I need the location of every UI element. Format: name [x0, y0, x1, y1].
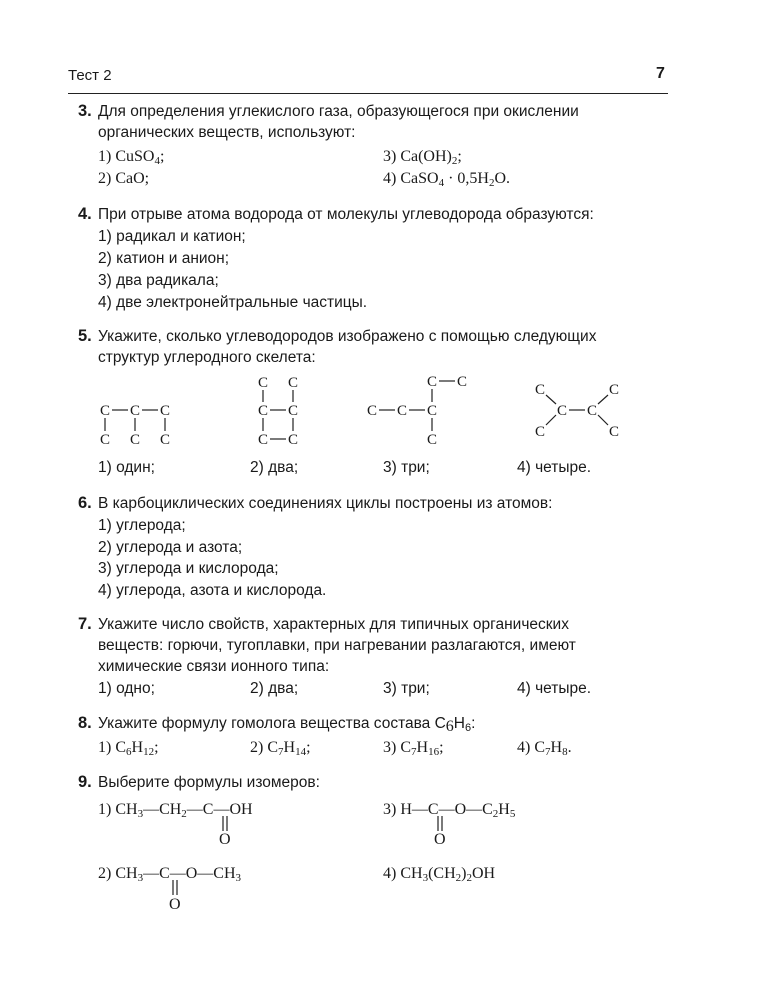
- question-text-line: органических веществ, используют:: [98, 124, 356, 141]
- option-1: 1) $CH_3—CH_2—C—OH$: [98, 801, 253, 820]
- skeleton-structure-4: [535, 382, 619, 440]
- question-number: 7.: [78, 615, 92, 633]
- carbon-atom: C: [257, 432, 269, 448]
- option-4: 4) CaSO$_4$ · $0,5H_2O$.: [383, 170, 511, 189]
- page-number: 7: [656, 65, 665, 82]
- option-2: 2) два;: [250, 459, 299, 476]
- carbon-atom: C: [608, 424, 620, 440]
- option-4: 4) четыре.: [517, 680, 592, 697]
- option-4: 4) четыре.: [517, 459, 592, 476]
- option-3: 3) два радикала;: [98, 272, 219, 289]
- carbon-atom: C: [159, 432, 171, 448]
- carbon-atom: C: [426, 432, 438, 448]
- carbon-atom: C: [396, 403, 408, 419]
- question-text-line: Укажите формулу гомолога вещества состава $C_6H_6$:: [98, 715, 476, 735]
- question-text-line: Выберите формулы изомеров:: [98, 774, 320, 791]
- option-3: 3) $C_7H_{16}$;: [383, 739, 444, 758]
- option-4: 4) $C_7H_8$.: [517, 739, 572, 758]
- option-4: 4) $CH_3(CH_2)_2OH$: [383, 865, 496, 884]
- option-1: 1) радикал и катион;: [98, 228, 246, 245]
- carbon-atom: C: [257, 375, 269, 391]
- carbon-atom: C: [456, 374, 468, 390]
- option-3: 3) $Ca(OH)_2$;: [383, 148, 462, 167]
- option-4: 4) углерода, азота и кислорода.: [98, 582, 327, 599]
- option-2: 2) $C_7H_{14}$;: [250, 739, 311, 758]
- question-number: 6.: [78, 494, 92, 512]
- isomer-bonds: [173, 816, 442, 895]
- question-number: 3.: [78, 102, 92, 120]
- question-text-line: химические связи ионного типа:: [98, 658, 330, 675]
- option-3: 3) три;: [383, 459, 430, 476]
- test-title: Тест 2: [68, 67, 112, 84]
- carbon-atom: C: [586, 403, 598, 419]
- carbon-atom: C: [556, 403, 568, 419]
- bond-line: [598, 395, 608, 404]
- carbonyl-oxygen: O: [434, 831, 446, 848]
- option-1: 1) CuSO$_4$;: [98, 148, 165, 167]
- question-text-line: Укажите, сколько углеводородов изображено с помощью следующих: [98, 328, 597, 345]
- carbon-atom: C: [287, 403, 299, 419]
- option-1: 1) углерода;: [98, 517, 186, 534]
- carbon-atom: C: [426, 403, 438, 419]
- carbon-atom: C: [366, 403, 378, 419]
- bond-line: [546, 415, 556, 425]
- carbon-atom: C: [99, 432, 111, 448]
- carbon-atom: C: [129, 403, 141, 419]
- option-2: 2) два;: [250, 680, 299, 697]
- bond-line: [598, 415, 608, 425]
- option-2: 2) катион и анион;: [98, 250, 230, 267]
- option-4: 4) две электронейтральные частицы.: [98, 294, 368, 311]
- carbon-atom: C: [426, 374, 438, 390]
- carbon-atom: C: [287, 375, 299, 391]
- question-text-line: структур углеродного скелета:: [98, 349, 316, 366]
- carbon-atom: C: [287, 432, 299, 448]
- option-1: 1) один;: [98, 459, 155, 476]
- option-3: 3) три;: [383, 680, 430, 697]
- carbon-atom: C: [129, 432, 141, 448]
- carbon-atom: C: [99, 403, 111, 419]
- carbon-atom: C: [257, 403, 269, 419]
- question-number: 9.: [78, 773, 92, 791]
- option-3: 3) $H—C—O—C_2H_5$: [383, 801, 516, 820]
- skeleton-structure-2: [258, 375, 298, 448]
- option-1: 1) $C_6H_{12}$;: [98, 739, 159, 758]
- carbon-atom: C: [608, 382, 620, 398]
- carbon-atom: C: [159, 403, 171, 419]
- carbonyl-oxygen: O: [169, 896, 181, 913]
- carbon-atom: C: [534, 382, 546, 398]
- question-text-line: веществ: горючи, тугоплавки, при нагревании разлагаются, имеют: [98, 637, 576, 654]
- question-number: 4.: [78, 205, 92, 223]
- question-text-line: В карбоциклических соединениях циклы построены из атомов:: [98, 495, 553, 512]
- question-text-line: Для определения углекислого газа, образующегося при окислении: [98, 103, 579, 120]
- question-number: 5.: [78, 327, 92, 345]
- carbon-atom: C: [534, 424, 546, 440]
- carbonyl-oxygen: O: [219, 831, 231, 848]
- question-number: 8.: [78, 714, 92, 732]
- skeleton-structure-3: [367, 374, 467, 448]
- option-3: 3) углерода и кислорода;: [98, 560, 279, 577]
- option-1: 1) одно;: [98, 680, 155, 697]
- question-text-line: При отрыве атома водорода от молекулы углеводорода образуются:: [98, 206, 594, 223]
- option-2: 2) CaO;: [98, 170, 150, 187]
- skeleton-structure-1: [100, 403, 170, 448]
- bond-line: [546, 395, 556, 404]
- option-2: 2) $CH_3—C—O—CH_3$: [98, 865, 242, 884]
- question-text-line: Укажите число свойств, характерных для типичных органических: [98, 616, 569, 633]
- option-2: 2) углерода и азота;: [98, 539, 243, 556]
